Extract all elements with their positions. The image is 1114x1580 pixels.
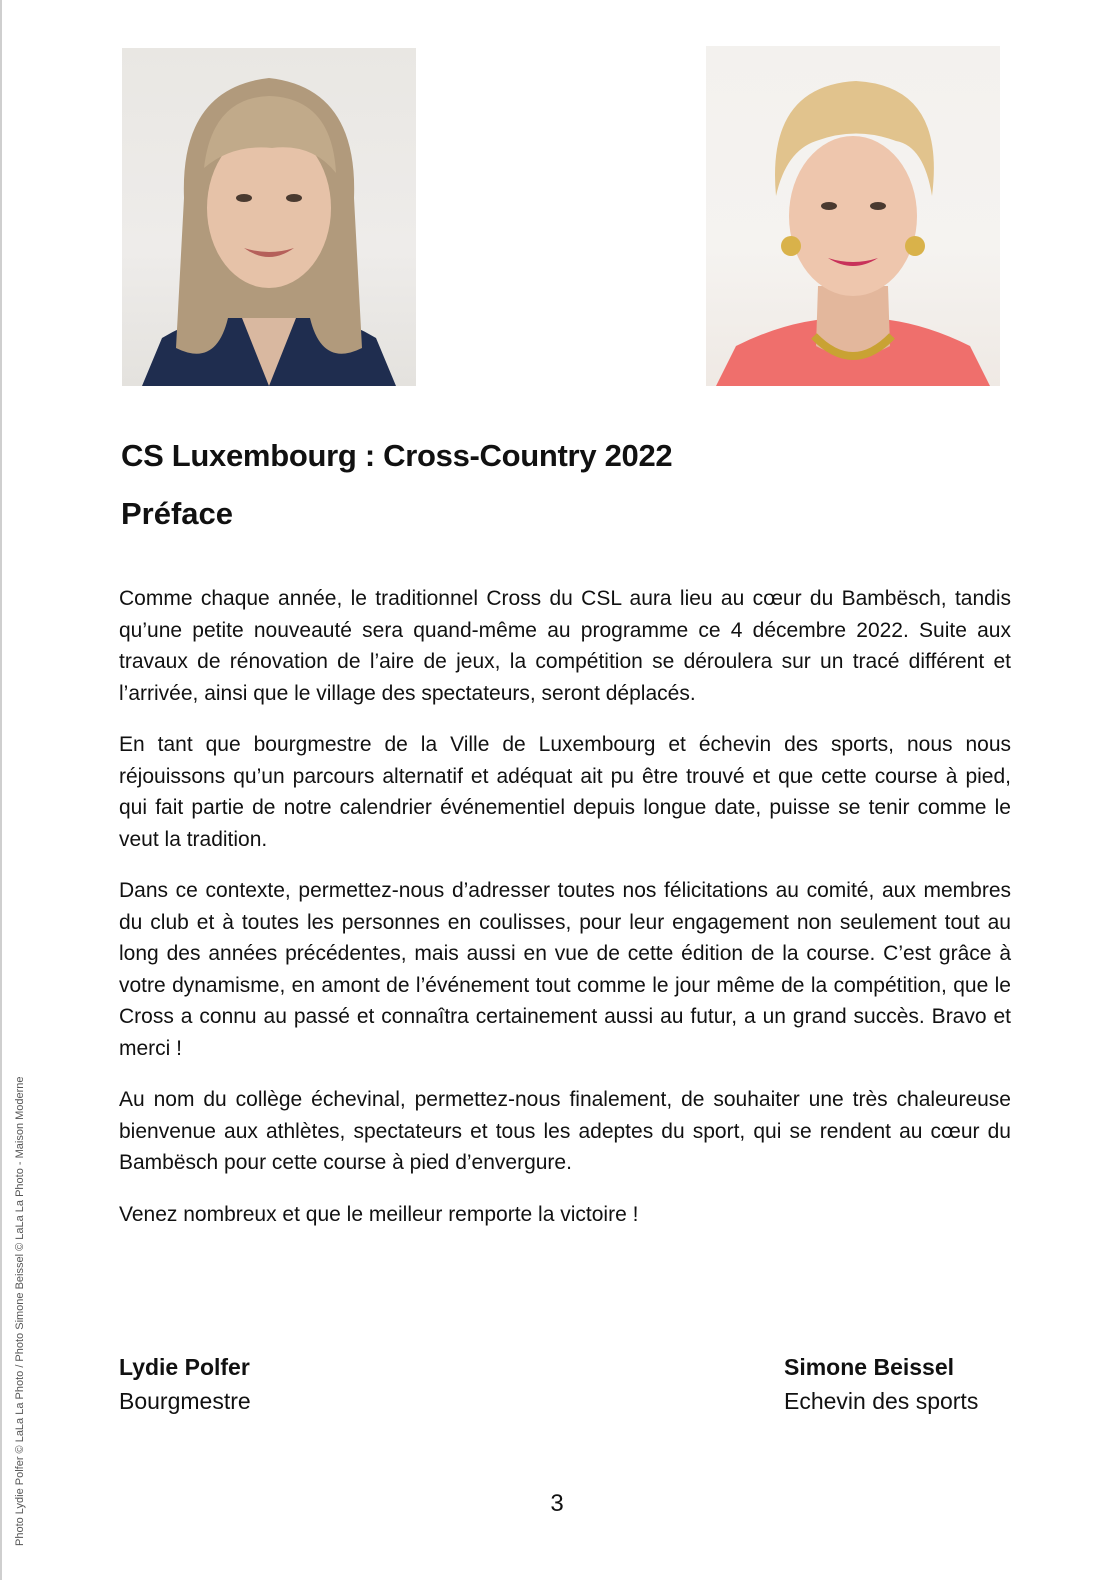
- paragraph: En tant que bourgmestre de la Ville de Luxembourg et échevin des sports, nous nous réjouissons qu’un parcours alternatif et adéquat ait pu être trouvé et que cette course à pied, qui fait partie de notre calendrier événementiel depuis longue date, puisse se tenir comme le veut la tradition.: [119, 733, 1011, 851]
- paragraph: Comme chaque année, le traditionnel Cross du CSL aura lieu au cœur du Bambësch, tandis qu’une petite nouveauté sera quand-même au programme ce 4 décembre 2022. Suite aux travaux de rénovation de l’aire de jeux, la compétition se déroulera sur un tracé différent et l’arrivée, ainsi que le village des spectateurs, seront déplacés.: [119, 587, 1011, 705]
- preface-body: [119, 583, 1011, 1250]
- signatory-name: Simone Beissel: [784, 1354, 955, 1380]
- signature-right: [784, 1350, 978, 1418]
- signatory-role: Bourgmestre: [119, 1388, 251, 1414]
- page-number: 3: [550, 1490, 564, 1517]
- paragraph: Venez nombreux et que le meilleur remporte la victoire !: [119, 1202, 639, 1226]
- document-title: CS Luxembourg : Cross-Country 2022: [121, 438, 673, 473]
- page-edge: [0, 0, 2, 1580]
- signatory-role: Echevin des sports: [784, 1388, 979, 1414]
- signatory-name: Lydie Polfer: [119, 1354, 250, 1380]
- paragraph: Au nom du collège échevinal, permettez-nous finalement, de souhaiter une très chaleureuse bienvenue aux athlètes, spectateurs et tous les adeptes du sport, qui se rendent au cœur du Bambësch pour cette course à pied d’envergure.: [119, 1088, 1011, 1174]
- document-subtitle: Préface: [121, 496, 234, 531]
- signature-left: [119, 1350, 251, 1418]
- paragraph: Dans ce contexte, permettez-nous d’adresser toutes nos félicitations au comité, aux membres du club et à toutes les personnes en coulisses, pour leur engagement non seulement tout au long des années précédentes, mais aussi en vue de cette édition de la course. C’est grâce à votre dynamisme, en amont de l’événement tout comme le jour même de la compétition, que le Cross a connu au passé et connaîtra certainement aussi au futur, a un grand succès. Bravo et merci !: [119, 879, 1011, 1060]
- portrait-photo-left: [122, 48, 416, 386]
- photo-credit: Photo Lydie Polfer © LaLa La Photo / Photo Simone Beissel © LaLa La Photo - Maison Moderne: [14, 1076, 26, 1546]
- portrait-photo-right: [706, 46, 1000, 386]
